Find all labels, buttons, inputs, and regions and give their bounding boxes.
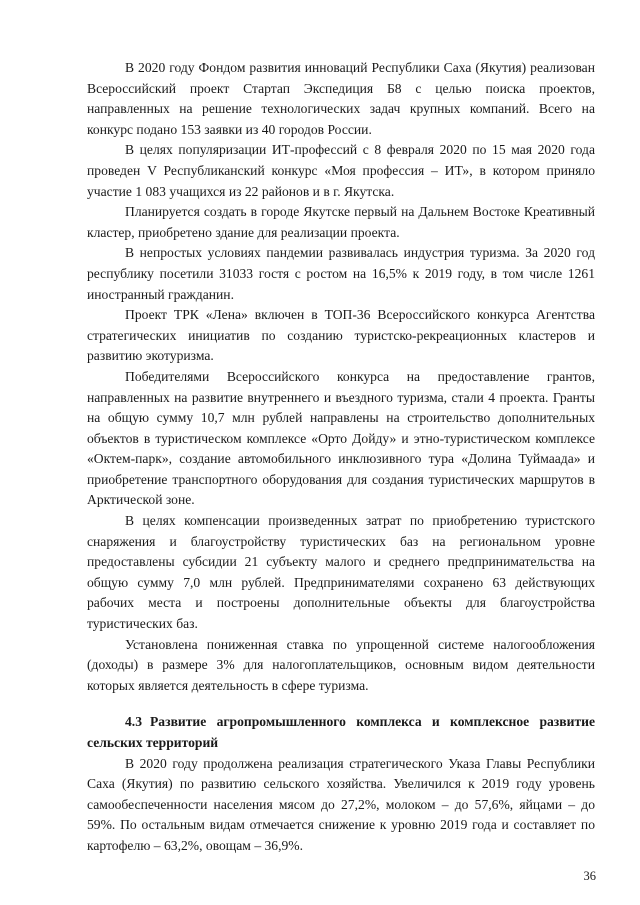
document-page: [87, 58, 595, 857]
paragraph-innovation-fund: В 2020 году Фондом развития инноваций Республики Саха (Якутия) реализован Всероссийский проект Стартап Экспедиция Б8 с целью поиска проектов, направленных на решение технологических задач крупных компаний. Всего на конкурс подано 153 заявки из 40 городов России.: [87, 60, 595, 137]
section-heading: [87, 712, 595, 753]
paragraph-agriculture-decree: В 2020 году продолжена реализация стратегического Указа Главы Республики Саха (Якутия) по развитию сельского хозяйства. Увеличился к 2019 году уровень самообеспеченности населения мясом до 27,2%, молоком – до 57,6%, яйцами – до 59%. По остальным видам отмечается снижение к уровню 2019 года и составляет по картофелю – 63,2%, овощам – 36,9%.: [87, 755, 595, 853]
paragraph-tourism-industry: В непростых условиях пандемии развивалась индустрия туризма. За 2020 год республику посетили 31033 гостя с ростом на 16,5% к 2019 году, в том числе 1261 иностранный гражданин.: [87, 245, 595, 302]
paragraph-trk-lena: Проект ТРК «Лена» включен в ТОП-36 Всероссийского конкурса Агентства стратегических инициатив по созданию туристско-рекреационных кластеров и развитию экотуризма.: [87, 307, 595, 364]
paragraph-it-contest: В целях популяризации ИТ-профессий с 8 февраля 2020 по 15 мая 2020 года проведен V Республиканский конкурс «Моя профессия – ИТ», в котором приняло участие 1 083 учащихся из 22 районов и в г. Якутска.: [87, 142, 595, 199]
section-number: 4.3: [125, 714, 142, 730]
paragraph-tourism-subsidies: В целях компенсации произведенных затрат по приобретению туристского снаряжения и благоустройству туристических баз на региональном уровне предоставлены субсидии 21 субъекту малого и среднего предпринимательства на общую сумму 7,0 млн рублей. Предпринимателями сохранено 63 действующих рабочих места и построены дополнительные объекты для благоустройства туристических баз.: [87, 513, 595, 632]
section-title: Развитие агропромышленного комплекса и комплексное развитие сельских территорий: [87, 714, 595, 750]
page-number: 36: [583, 869, 596, 883]
paragraph-tourism-grants: Победителями Всероссийского конкурса на предоставление грантов, направленных на развитие внутреннего и въездного туризма, стали 4 проекта. Гранты на общую сумму 10,7 млн рублей направлены на строительство дополнительных объектов в туристическом комплексе «Орто Дойду» и этно-туристическом комплексе «Октем-парк», создание автомобильного инклюзивного тура «Долина Туймаада» и приобретение транспортного оборудования для создания туристических маршрутов в Арктической зоне.: [87, 368, 595, 508]
paragraph-creative-cluster: Планируется создать в городе Якутске первый на Дальнем Востоке Креативный кластер, приобретено здание для реализации проекта.: [87, 204, 595, 240]
paragraph-reduced-tax-rate: Установлена пониженная ставка по упрощенной системе налогообложения (доходы) в размере 3% для налогоплательщиков, основным видом деятельности которых является деятельность в сфере туризма.: [87, 636, 595, 693]
